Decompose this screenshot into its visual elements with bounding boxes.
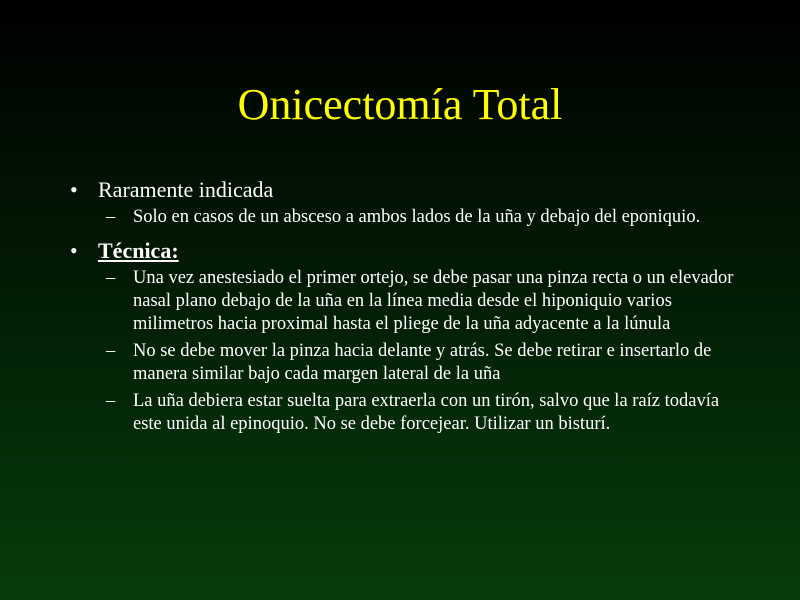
bullet-raramente-indicada (70, 176, 750, 204)
bullet-tecnica (70, 237, 750, 265)
subitem-text: Una vez anestesiado el primer ortejo, se debe pasar una pinza recta o un elevador nasal plano debajo de la uña en la línea media desde el hiponiquio varios milimetros hacia proximal hasta el pliege de la uña adyacente a la lúnula (133, 268, 734, 334)
dash-marker: – (106, 391, 116, 411)
dash-marker: – (106, 207, 116, 227)
subitem (70, 340, 750, 386)
bullet-text: Raramente indicada (98, 177, 274, 202)
subitem (70, 390, 750, 436)
subitem-text: Solo en casos de un absceso a ambos lados de la uña y debajo del eponiquio. (133, 207, 701, 227)
bullet-marker: • (70, 177, 78, 202)
dash-marker: – (106, 268, 116, 288)
sublist-tecnica (70, 267, 750, 436)
subitem-text: No se debe mover la pinza hacia delante y atrás. Se debe retirar e insertarlo de manera similar bajo cada margen lateral de la uña (133, 341, 712, 384)
subitem-text: La uña debiera estar suelta para extraerla con un tirón, salvo que la raíz todavía este unida al epinoquio. No se debe forcejear. Utilizar un bisturí. (133, 391, 720, 434)
dash-marker: – (106, 341, 116, 361)
bullet-marker: • (70, 238, 78, 263)
bullet-text: Técnica: (98, 238, 179, 263)
subitem (70, 267, 750, 336)
subitem (70, 206, 750, 229)
slide-title: Onicectomía Total (237, 80, 563, 129)
slide-content (70, 176, 750, 444)
sublist-raramente-indicada (70, 206, 750, 229)
